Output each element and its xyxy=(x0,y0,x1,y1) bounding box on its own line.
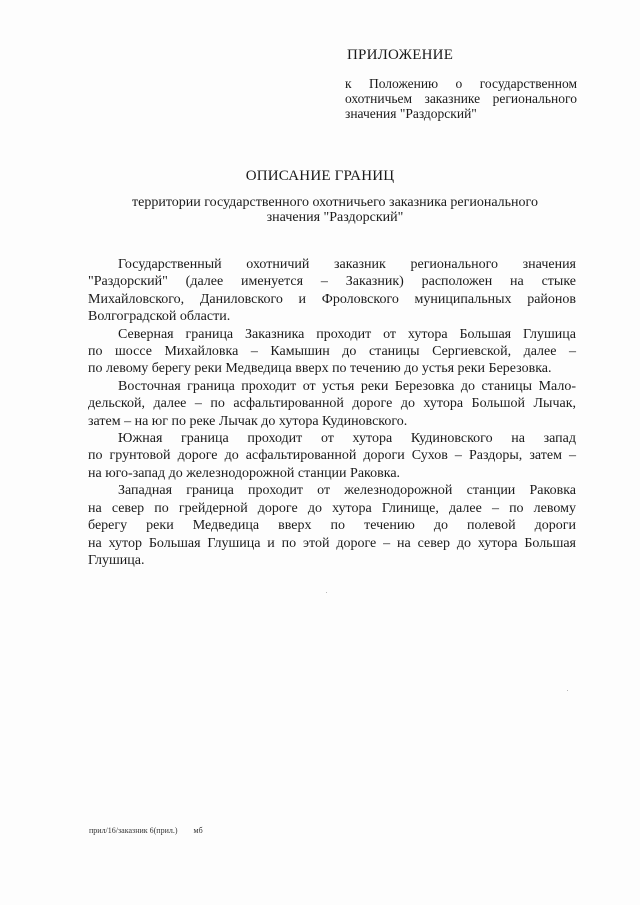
text-line: берегу реки Медведица вверх по течению до полевой дороги xyxy=(88,518,576,534)
text-line: "Раздорский" (далее именуется – Заказник) расположен на стыке xyxy=(88,274,576,290)
subtitle-line: территории государственного охотничьего заказника регионального xyxy=(132,195,538,210)
paragraph-general xyxy=(88,256,576,326)
text-line: Волгоградской области. xyxy=(88,309,231,325)
text-line: на хутор Большая Глушица и по этой дороге – на север до хутора Большая xyxy=(88,535,576,551)
text-line: Северная граница Заказника проходит от хутора Большая Глушица xyxy=(118,326,576,342)
text-line: Южная граница проходит от хутора Кудиновского на запад xyxy=(118,431,576,447)
scan-speck xyxy=(567,690,568,691)
text-line: по левому берегу реки Медведица вверх по течению до устья реки Березовка. xyxy=(88,361,552,377)
paragraph-west-border xyxy=(88,482,576,569)
document-title: ОПИСАНИЕ ГРАНИЦ xyxy=(245,168,395,184)
appendix-block xyxy=(345,46,577,121)
text-line: Западная граница проходит от железнодорожной станции Раковка xyxy=(118,483,576,499)
text-line: дельской, далее – по асфальтированной дороге до хутора Большой Лычак, xyxy=(88,396,576,412)
text-line: по шоссе Михайловка – Камышин до станицы Сергиевской, далее – xyxy=(88,344,576,360)
text-line: на юго-запад до железнодорожной станции Раковка. xyxy=(88,465,401,481)
text-line: Глушица. xyxy=(88,552,145,568)
document-subtitle xyxy=(100,195,570,225)
paragraph-south-border xyxy=(88,430,576,482)
appendix-reference-line: значения "Раздорский" xyxy=(345,106,477,121)
footer-initials: мб xyxy=(193,826,203,835)
footer-path: прил/16/заказник 6(прил.) xyxy=(89,826,178,835)
subtitle-line: значения "Раздорский" xyxy=(266,210,404,225)
text-line: на север по грейдерной дороге до хутора Глинище, далее – по левому xyxy=(88,500,576,516)
appendix-reference-line: охотничьем заказнике регионального xyxy=(345,91,577,106)
appendix-reference xyxy=(345,76,577,121)
text-line: затем – на юг по реке Лычак до хутора Кудиновского. xyxy=(88,413,408,429)
appendix-reference-line: к Положению о государственном xyxy=(345,76,577,91)
paragraph-east-border xyxy=(88,378,576,430)
appendix-title: ПРИЛОЖЕНИЕ xyxy=(347,47,454,63)
text-line: Восточная граница проходит от устья реки Березовка до станицы Мало- xyxy=(118,378,576,394)
body-text xyxy=(88,256,576,569)
text-line: по грунтовой дороге до асфальтированной дороги Сухов – Раздоры, затем – xyxy=(88,448,576,464)
footer-file-reference xyxy=(89,826,203,836)
scan-speck xyxy=(326,592,327,593)
text-line: Государственный охотничий заказник регионального значения xyxy=(118,257,576,272)
text-line: Михайловского, Даниловского и Фроловского муниципальных районов xyxy=(88,291,576,307)
paragraph-north-border xyxy=(88,326,576,378)
